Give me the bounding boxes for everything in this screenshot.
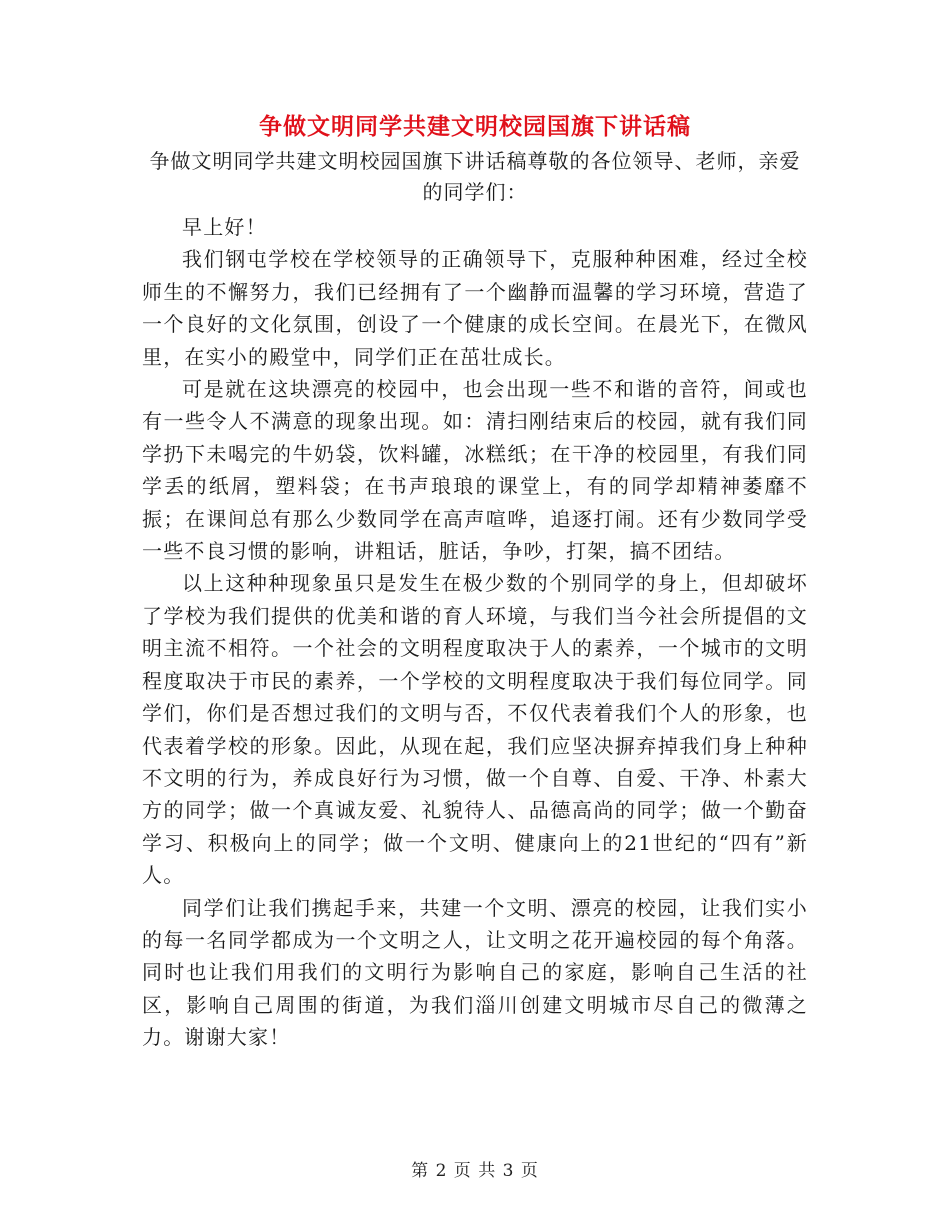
paragraph-3: 以上这种种现象虽只是发生在极少数的个别同学的身上，但却破坏了学校为我们提供的优美和谐的育人环境，与我们当今社会所提倡的文明主流不相符。一个社会的文明程度取决于人的素养，一个城市的文明程度取决于市民的素养，一个学校的文明程度取决于我们每位同学。同学们，你们是否想过我们的文明与否，不仅代表着我们个人的形象，也代表着学校的形象。因此，从现在起，我们应坚决摒弃掉我们身上种种不文明的行为，养成良好行为习惯，做一个自尊、自爱、干净、朴素大方的同学；做一个真诚友爱、礼貌待人、品德高尚的同学；做一个勤奋学习、积极向上的同学；做一个文明、健康向上的21世纪的“四有”新人。 (142, 571, 808, 888)
paragraph-4: 同学们让我们携起手来，共建一个文明、漂亮的校园，让我们实小的每一名同学都成为一个文明之人，让文明之花开遍校园的每个角落。同时也让我们用我们的文明行为影响自己的家庭，影响自己生活的社区，影响自己周围的街道，为我们淄川创建文明城市尽自己的微薄之力。谢谢大家！ (142, 895, 808, 1050)
document-subtitle: 争做文明同学共建文明校园国旗下讲话稿尊敬的各位领导、老师，亲爱的同学们： (149, 149, 801, 204)
paragraph-1: 我们钢屯学校在学校领导的正确领导下，克服种种困难，经过全校师生的不懈努力，我们已经拥有了一个幽静而温馨的学习环境，营造了一个良好的文化氛围，创设了一个健康的成长空间。在晨光下，在微风里，在实小的殿堂中，同学们正在茁壮成长。 (142, 247, 808, 369)
page-number-footer: 第 2 页 共 3 页 (411, 1161, 539, 1181)
document-title: 争做文明同学共建文明校园国旗下讲话稿 (259, 114, 691, 140)
paragraph-2: 可是就在这块漂亮的校园中，也会出现一些不和谐的音符，间或也有一些令人不满意的现象出现。如：清扫刚结束后的校园，就有我们同学扔下未喝完的牛奶袋，饮料罐，冰糕纸；在干净的校园里，有我们同学丢的纸屑，塑料袋；在书声琅琅的课堂上，有的同学却精神萎靡不振；在课间总有那么少数同学在高声喧哗，追逐打闹。还有少数同学受一些不良习惯的影响，讲粗话，脏话，争吵，打架，搞不团结。 (142, 377, 808, 564)
document-body (142, 211, 808, 1054)
paragraph-greeting: 早上好！ (182, 215, 267, 239)
